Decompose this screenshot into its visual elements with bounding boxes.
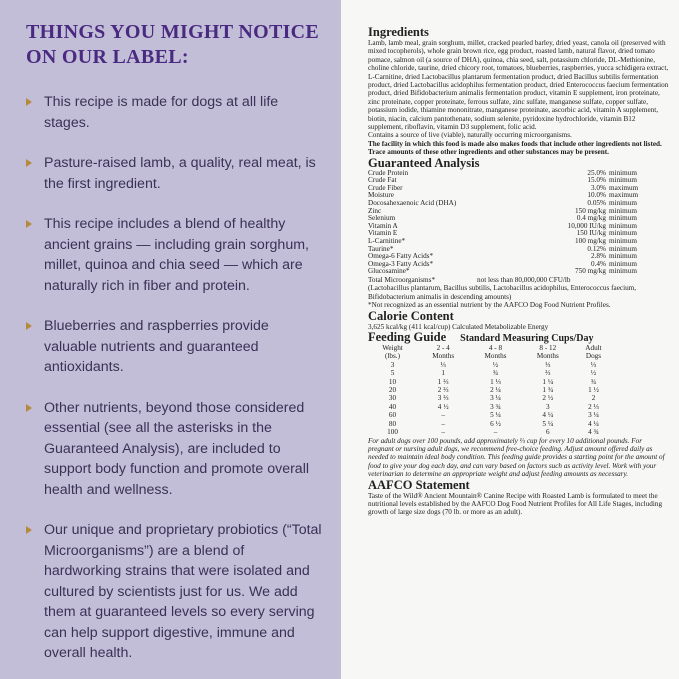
feeding-cell: ¾	[590, 377, 597, 386]
feeding-cell: 3 ¾	[490, 402, 501, 411]
feeding-cell: 1 ⅓	[490, 377, 501, 386]
analysis-label: Crude Fiber	[368, 183, 403, 192]
analysis-value: 0.05%	[587, 199, 606, 208]
analysis-qualifier: minimum	[609, 168, 637, 177]
analysis-value: 0.4%	[591, 259, 606, 268]
analysis-label: Docosahexaenoic Acid (DHA)	[368, 199, 457, 208]
analysis-label: L-Carnitine*	[368, 237, 406, 246]
feeding-cell: 4 ¼	[542, 411, 554, 420]
highlight-item	[26, 153, 323, 194]
feeding-cell: 2 ¼	[490, 386, 501, 395]
feeding-guide-header	[368, 331, 669, 344]
feeding-guide-note: For adult dogs over 100 pounds, add approximately ⅓ cup for every 10 additional pounds. For pregnant or nursing adult dogs, we recommend free-choice feeding. Adjust amount offered daily as needed to maintain ideal body condition. This feeding guide provides a starting point for the amount of food to give your dog each day, and can vary based on factors such as activity level. Work with your veterinarian to determine an appropriate weight and adjust feeding amounts as necessary.	[368, 436, 665, 479]
fg-header-2-4: 2 - 4	[436, 344, 450, 353]
analysis-value: 2.8%	[591, 252, 606, 261]
feeding-cell: 2 ½	[542, 394, 554, 403]
analysis-value: 3.0%	[591, 183, 606, 192]
feeding-row	[368, 394, 613, 402]
feeding-cell: ⅓	[440, 360, 446, 369]
analysis-qualifier: minimum	[609, 237, 637, 246]
strains-list: (Lactobacillus plantarum, Bacillus subtilis, Lactobacillus acidophilus, Enterococcus faecium, Bifidobacterium animalis in descending amounts)	[368, 284, 637, 301]
analysis-qualifier: minimum	[609, 199, 637, 208]
highlight-item	[26, 316, 323, 378]
analysis-label: Glucosamine*	[368, 267, 410, 276]
feeding-cell: ½	[590, 369, 597, 378]
total-microorganisms-value: not less than 80,000,000 CFU/lb	[477, 276, 571, 284]
feeding-cell: 60	[388, 411, 397, 420]
feeding-guide-table	[368, 344, 613, 436]
feeding-guide-subtitle: Standard Measuring Cups/Day	[460, 333, 594, 345]
aafco-text: Taste of the Wild® Ancient Mountain® Canine Recipe with Roasted Lamb is formulated to meet the nutritional levels established by the AAFCO Dog Food Nutrient Profiles for All Life Stages, including growth of large size dogs (70 lb. or more as an adult).	[368, 491, 663, 517]
feeding-cell: 3 ⅔	[437, 394, 449, 403]
bullet-arrow-icon	[26, 220, 32, 228]
ingredients-text: Lamb, lamb meal, grain sorghum, millet, cracked pearled barley, dried yeast, canola oil (preserved with mixed tocopherols), whole grain brown rice, egg product, roasted lamb, natural flavor, dried tomato pomace, salmon oil (a source of DHA), quinoa, chia seed, salt, potassium chloride, DL-Methionine, choline chloride, taurine, dried chicory root, tomatoes, blueberries, raspberries, yucca schidigera extract, L-Carnitine, dried Lactobacillus plantarum fermentation product, dried Bacillus subtilis fermentation product, dried Lactobacillus acidophilus fermentation product, dried Enterococcus faecium fermentation product, dried Bifidobacterium animalis fermentation product, vitamin E supplement, iron proteinate, zinc proteinate, copper proteinate, ferrous sulfate, zinc sulfate, manganese sulfate, copper sulfate, potassium iodide, thiamine mononitrate, manganese proteinate, ascorbic acid, vitamin A supplement, biotin, niacin, calcium pantothenate, sodium selenite, pyridoxine hydrochloride, vitamin B12 supplement, riboflavin, vitamin D3 supplement, folic acid.	[368, 39, 669, 132]
analysis-qualifier: minimum	[609, 259, 637, 268]
analysis-value: 750 mg/kg	[575, 267, 606, 276]
guaranteed-analysis-table	[368, 170, 638, 276]
highlight-text: Pasture-raised lamb, a quality, real meat, is the first ingredient.	[44, 155, 316, 192]
analysis-label: Taurine*	[368, 244, 394, 253]
highlights-heading: THINGS YOU MIGHT NOTICE ON OUR LABEL:	[26, 21, 320, 68]
analysis-qualifier: minimum	[609, 214, 637, 223]
feeding-cell: 2 ⅔	[437, 386, 449, 395]
analysis-qualifier: minimum	[609, 252, 637, 261]
product-label-panel	[341, 0, 679, 679]
feeding-cell: 1 ⅔	[437, 377, 449, 386]
fg-header-4-8: 4 - 8	[488, 344, 503, 353]
feeding-cell: 100	[387, 428, 398, 437]
live-microorganisms-note: Contains a source of live (viable), naturally occurring microorganisms.	[368, 131, 572, 140]
feeding-guide-header-row	[368, 352, 613, 360]
total-microorganisms-label: Total Microorganisms*	[368, 276, 436, 284]
analysis-row	[368, 268, 638, 276]
analysis-label: Omega-3 Fatty Acids*	[368, 259, 434, 268]
analysis-qualifier: minimum	[609, 229, 637, 238]
highlight-text: Our unique and proprietary probiotics (“Total Microorganisms”) are a blend of hardworking strains that were isolated and cultured by scientists just for us. We add them at guaranteed levels so every serving can help support digestive, immune and overall health.	[44, 522, 322, 661]
analysis-qualifier: minimum	[609, 244, 637, 253]
bullet-arrow-icon	[26, 98, 32, 106]
fg-header-months: Months	[432, 352, 455, 361]
feeding-cell: 3	[390, 360, 395, 369]
feeding-cell: 4 ¼	[588, 419, 599, 428]
analysis-label: Selenium	[368, 214, 396, 223]
feeding-cell: 4 ½	[437, 402, 449, 411]
bullet-arrow-icon	[26, 404, 32, 412]
analysis-value: 10.0%	[587, 191, 606, 200]
analysis-value: 0.12%	[587, 244, 606, 253]
total-microorganisms-row	[368, 276, 669, 284]
fg-header-months: Months	[536, 352, 559, 361]
analysis-label: Crude Protein	[368, 168, 409, 177]
analysis-value: 150 mg/kg	[575, 206, 606, 215]
feeding-cell: 6	[546, 428, 550, 437]
analysis-qualifier: minimum	[609, 221, 637, 230]
feeding-row	[368, 411, 613, 419]
feeding-row	[368, 420, 613, 428]
feeding-cell: 3 ¼	[588, 411, 599, 420]
feeding-cell: ⅓	[590, 360, 597, 369]
fg-header-8-12: 8 - 12	[539, 344, 557, 353]
analysis-label: Vitamin A	[368, 221, 398, 230]
feeding-row	[368, 361, 613, 369]
fg-header-dogs: Dogs	[585, 352, 602, 361]
feeding-cell: 1 ¼	[542, 377, 554, 386]
calorie-content-title: Calorie Content	[368, 308, 454, 323]
feeding-cell: ½	[492, 360, 499, 369]
analysis-qualifier: minimum	[609, 206, 637, 215]
feeding-cell: –	[441, 419, 445, 428]
feeding-row	[368, 403, 613, 411]
highlight-text: This recipe is made for dogs at all life stages.	[44, 94, 279, 131]
analysis-value: 150 IU/kg	[576, 229, 606, 238]
feeding-cell: 5	[390, 369, 395, 378]
feeding-cell: 20	[388, 386, 397, 395]
bullet-arrow-icon	[26, 159, 32, 167]
analysis-label: Omega-6 Fatty Acids*	[368, 252, 434, 261]
analysis-qualifier: maximum	[609, 183, 639, 192]
feeding-cell: 5 ¼	[490, 411, 501, 420]
analysis-value: 15.0%	[587, 176, 606, 185]
feeding-cell: –	[441, 411, 445, 420]
feeding-cell: 3 ¼	[490, 394, 501, 403]
feeding-cell: 4 ¾	[588, 428, 599, 437]
analysis-qualifier: minimum	[609, 176, 637, 185]
analysis-qualifier: minimum	[609, 267, 637, 276]
highlight-item	[26, 214, 323, 296]
feeding-cell: 6 ½	[490, 419, 501, 428]
feeding-row	[368, 428, 613, 436]
facility-note: The facility in which this food is made also makes foods that include other ingredients not listed. Trace amounts of these other ingredients and other substances may be present.	[368, 139, 662, 157]
highlight-text: Blueberries and raspberries provide valuable nutrients and guaranteed antioxidants.	[44, 318, 269, 375]
feeding-cell: 3	[546, 402, 550, 411]
feeding-cell: –	[493, 428, 498, 437]
feeding-guide-header-row	[368, 344, 613, 352]
feeding-cell: 40	[388, 402, 397, 411]
highlight-item	[26, 92, 323, 133]
feeding-guide-title: Feeding Guide	[368, 330, 447, 345]
feeding-cell: 30	[388, 394, 397, 403]
feeding-cell: 2 ⅓	[588, 402, 599, 411]
feeding-cell: ⅔	[545, 369, 551, 378]
feeding-cell: ¾	[492, 369, 499, 378]
fg-header-months: Months	[484, 352, 507, 361]
feeding-cell: 5 ¼	[542, 419, 554, 428]
analysis-label: Moisture	[368, 191, 394, 200]
analysis-value: 0.4 mg/kg	[576, 214, 606, 223]
aafco-title: AAFCO Statement	[368, 477, 470, 492]
analysis-value: 25.0%	[587, 168, 606, 177]
feeding-row	[368, 369, 613, 377]
feeding-cell: 10	[388, 377, 397, 386]
guaranteed-analysis-title: Guaranteed Analysis	[368, 155, 480, 170]
analysis-label: Zinc	[368, 206, 382, 215]
analysis-value: 10,000 IU/kg	[567, 221, 606, 230]
feeding-cell: 1 ¾	[542, 386, 554, 395]
asterisk-note: *Not recognized as an essential nutrient by the AAFCO Dog Food Nutrient Profiles.	[368, 301, 611, 310]
analysis-value: 100 mg/kg	[575, 237, 606, 246]
highlight-text: Other nutrients, beyond those considered essential (see all the asterisks in the Guaranteed Analysis), are included to support body function and promote overall health and wellness.	[44, 399, 309, 498]
fg-header-weight: Weight	[382, 344, 403, 353]
feeding-row	[368, 386, 613, 394]
fg-header-weight-unit: (lbs.)	[385, 352, 400, 361]
highlight-item	[26, 520, 323, 664]
bullet-arrow-icon	[26, 526, 32, 534]
highlight-text: This recipe includes a blend of healthy ancient grains — including grain sorghum, millet, quinoa and chia seed — which are naturally rich in fiber and protein.	[44, 216, 309, 294]
feeding-cell: 1 ½	[588, 386, 599, 395]
feeding-cell: –	[441, 428, 445, 437]
ingredients-title: Ingredients	[368, 25, 429, 39]
feeding-cell: ⅓	[545, 360, 551, 369]
feeding-row	[368, 378, 613, 386]
analysis-qualifier: maximum	[609, 191, 639, 200]
highlight-item	[26, 398, 323, 501]
feeding-cell: 2	[591, 394, 596, 403]
feeding-cell: 80	[388, 419, 397, 428]
bullet-arrow-icon	[26, 322, 32, 330]
feeding-cell: 1	[441, 369, 445, 378]
analysis-label: Vitamin E	[368, 229, 398, 238]
analysis-label: Crude Fat	[368, 176, 397, 185]
fg-header-adult: Adult	[585, 344, 602, 353]
calorie-content-text: 3,625 kcal/kg (411 kcal/cup) Calculated Metabolizable Energy	[368, 322, 549, 331]
